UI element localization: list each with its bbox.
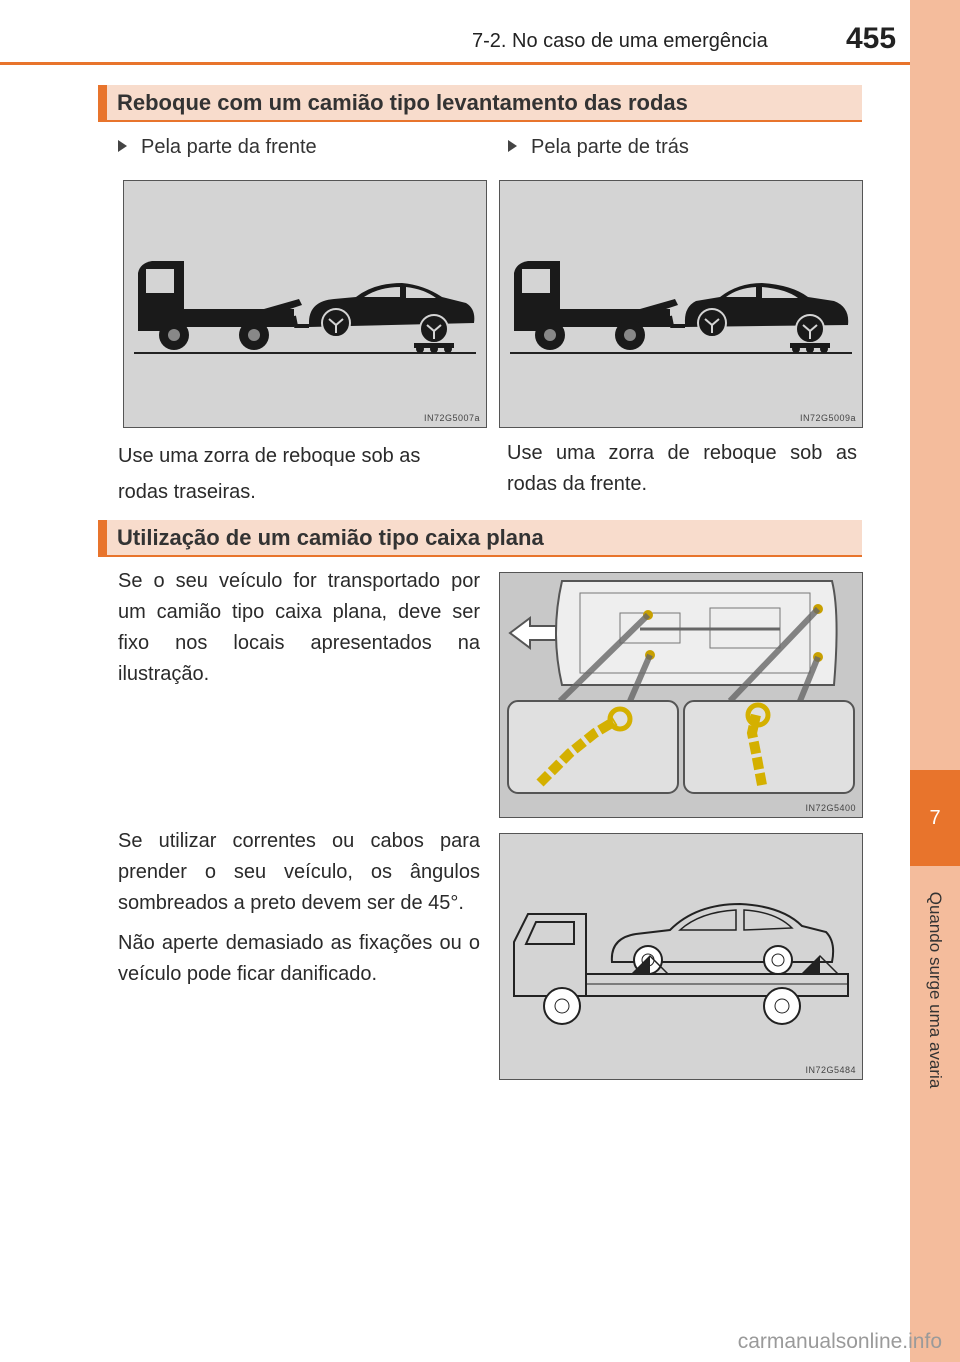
watermark: carmanualsonline.info — [737, 1330, 942, 1353]
section-title-flatbed: Utilização de um camião tipo caixa plana — [98, 520, 862, 557]
chapter-side-tab — [910, 0, 960, 1362]
flatbed-paragraph-1: Se o seu veículo for transportado por um camião tipo caixa plana, deve ser fixo nos locais apresentados na ilustração. — [118, 570, 480, 685]
tow-truck-rear-illustration — [500, 181, 862, 427]
header-divider — [0, 62, 910, 65]
figure-flatbed-truck — [499, 833, 863, 1080]
figure-code: IN72G5007a — [423, 413, 480, 423]
figure-code: IN72G5400 — [805, 803, 856, 813]
chapter-side-label: Quando surge uma avaria — [926, 891, 945, 1089]
figure-front-tow — [123, 180, 487, 428]
chapter-number-tab[interactable]: 7 — [910, 770, 960, 866]
figure-code: IN72G5009a — [799, 413, 856, 423]
chapter-title: 7-2. No caso de uma emergência — [472, 30, 768, 52]
flatbed-truck-illustration — [500, 834, 862, 1079]
front-tow-caption: Use uma zorra de reboque sob as rodas traseiras. — [118, 445, 421, 503]
tow-truck-front-illustration — [124, 181, 486, 427]
flatbed-paragraph-2: Se utilizar correntes ou cabos para prender o seu veículo, os ângulos sombreados a preto devem ser de 45°. — [118, 830, 480, 914]
page-number: 455 — [846, 22, 897, 55]
section-title-wheel-lift: Reboque com um camião tipo levantamento das rodas — [98, 85, 862, 122]
rear-tow-caption: Use uma zorra de reboque sob as rodas da frente. — [507, 442, 857, 495]
underbody-tiedown-illustration — [500, 573, 862, 817]
front-tow-label: Pela parte da frente — [118, 136, 317, 159]
rear-tow-label: Pela parte de trás — [508, 136, 689, 159]
flatbed-paragraph-3: Não aperte demasiado as fixações ou o veículo pode ficar danificado. — [118, 932, 480, 985]
figure-tie-down-points — [499, 572, 863, 818]
figure-code: IN72G5484 — [805, 1065, 856, 1075]
bullet-triangle-icon — [118, 140, 127, 152]
figure-rear-tow — [499, 180, 863, 428]
bullet-triangle-icon — [508, 140, 517, 152]
